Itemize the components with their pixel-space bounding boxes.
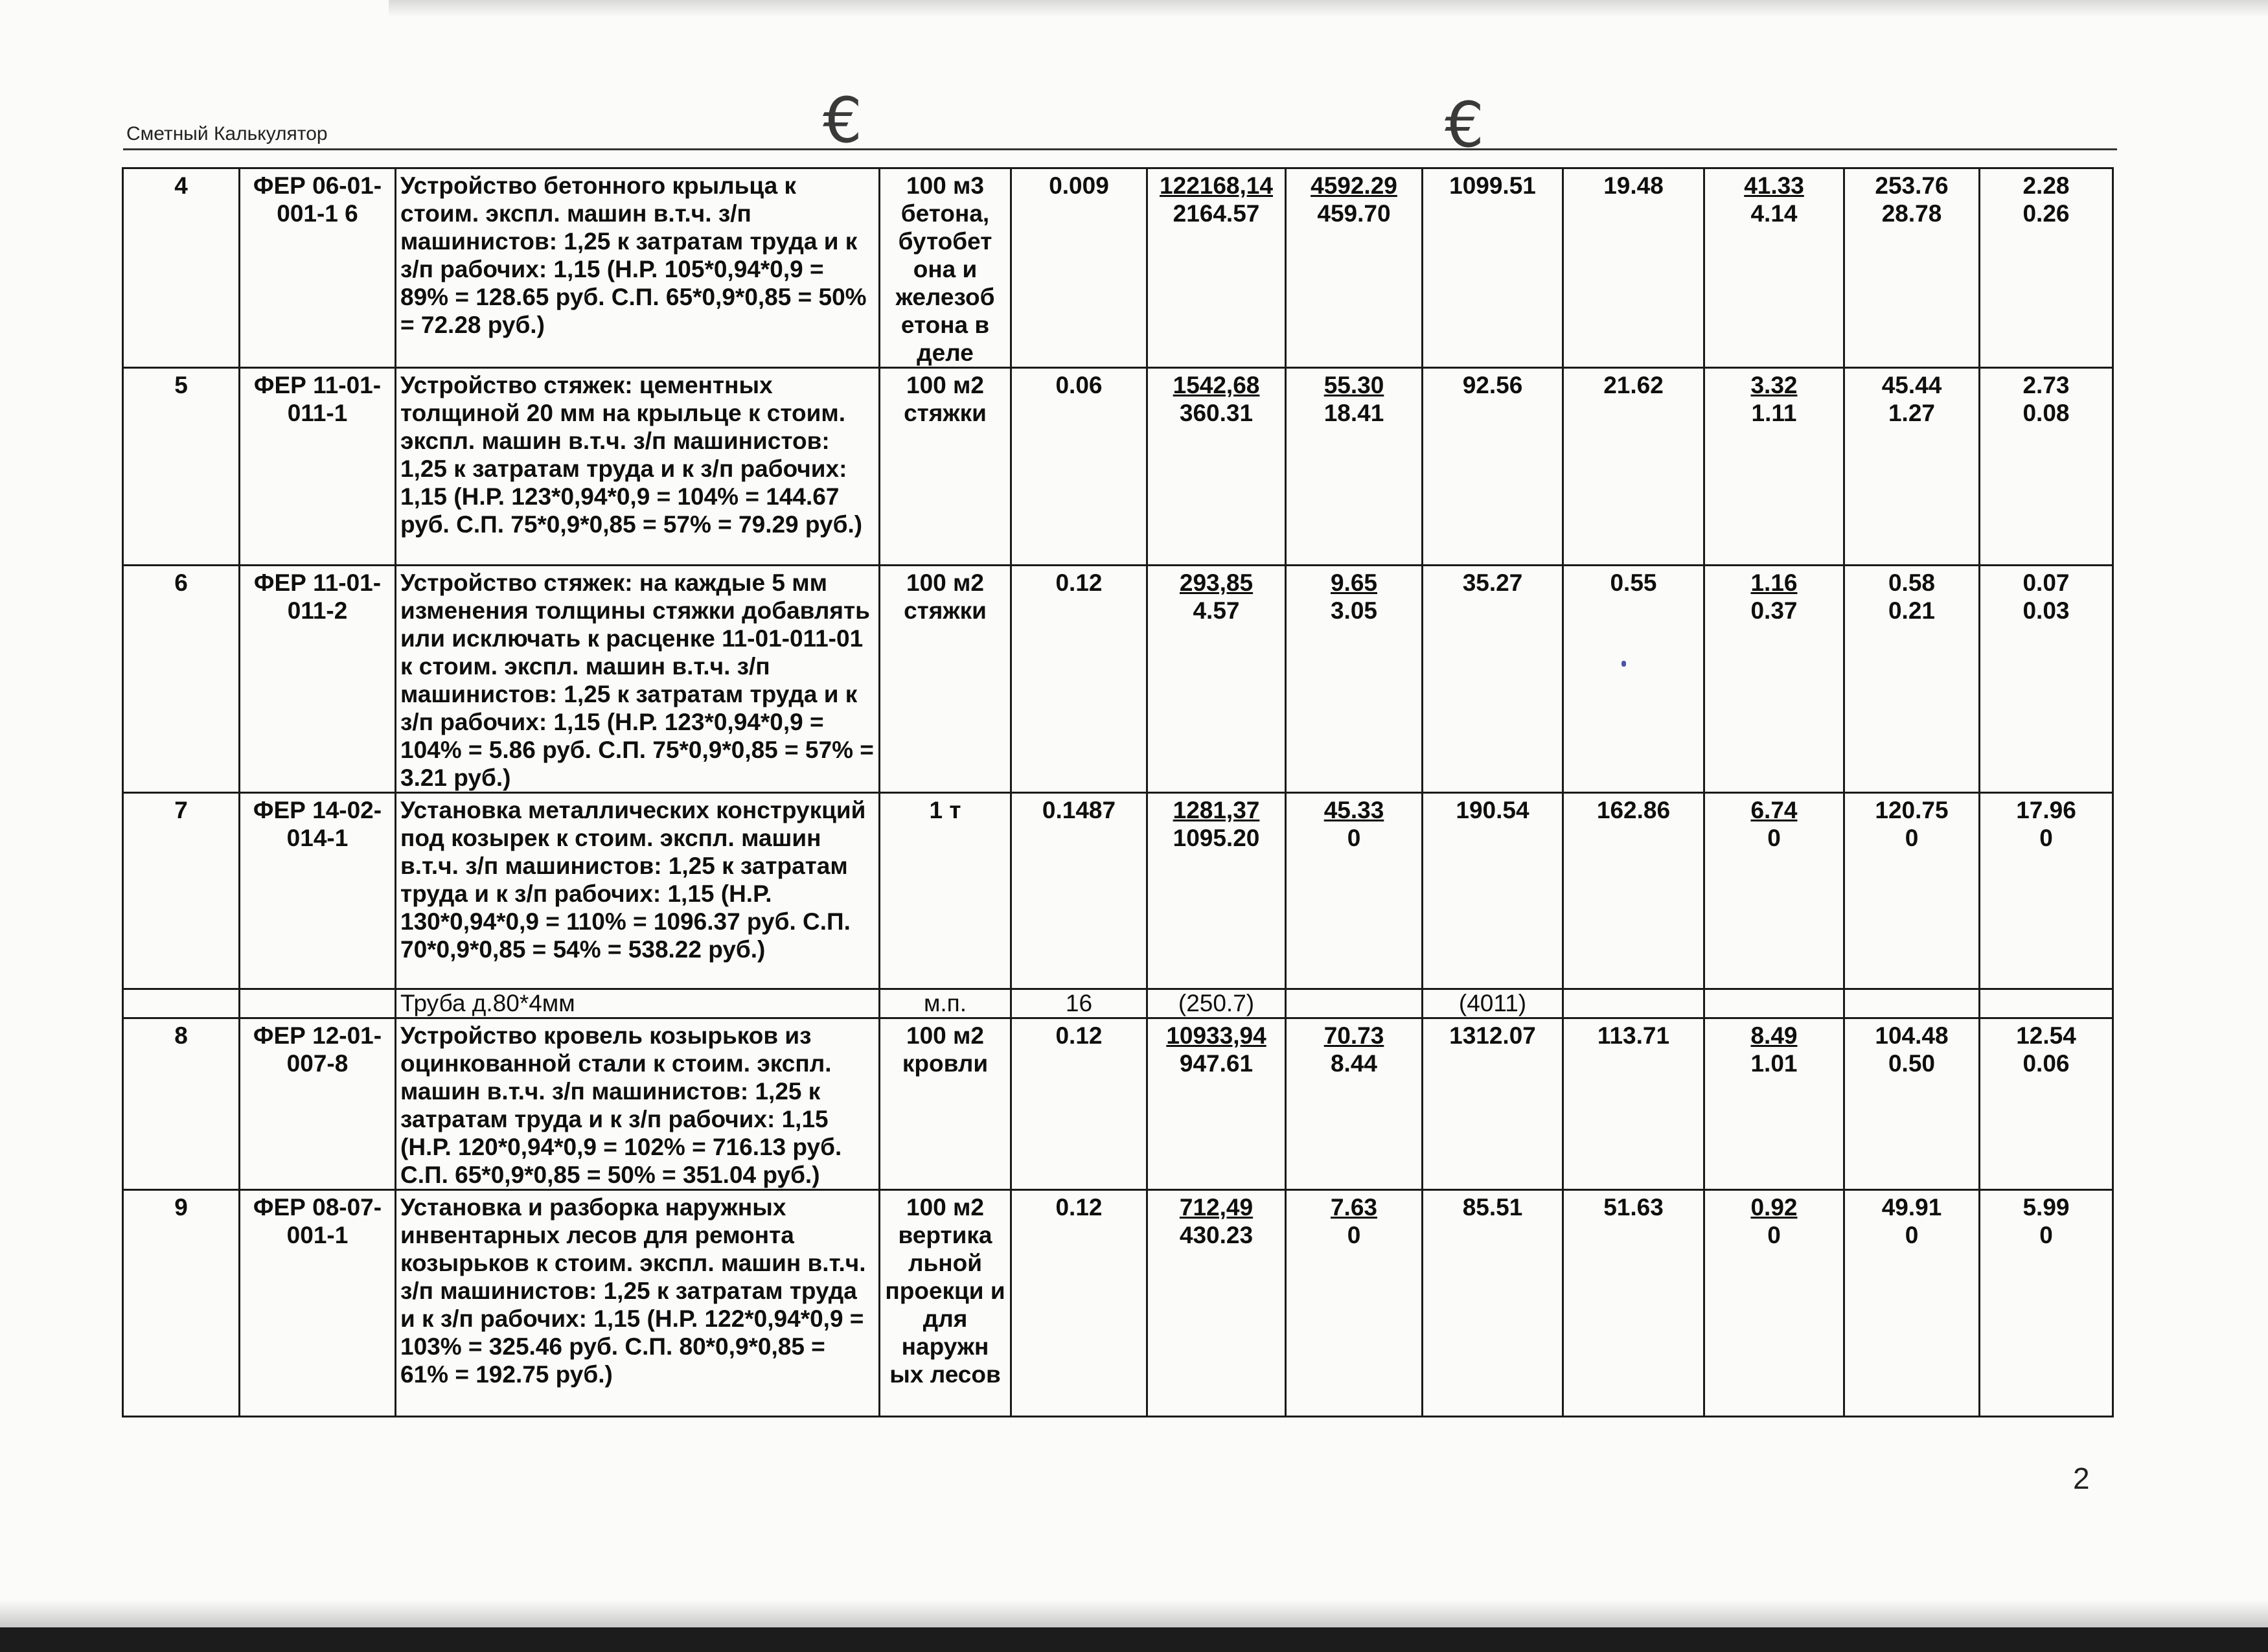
work-description: Устройство стяжек: цементных толщиной 20 мм на крыльце к стоим. экспл. машин в.т.ч. з/п машинистов: 1,25 к затратам труда и к з/п рабочих: 1,15 (Н.Р. 123*0,94*0,9 = 104% = 144.67 руб. С.П. 75*0,9*0,85 = 57% = 79.29 руб.) xyxy=(396,368,880,566)
e-logo-icon: € xyxy=(823,84,863,157)
quantity-cell: 0.12 xyxy=(1011,566,1147,793)
machine-price-wage: 18.41 xyxy=(1323,400,1384,426)
row-number: 8 xyxy=(123,1018,240,1190)
machine-price-cell xyxy=(1286,566,1423,793)
machine-price-cell xyxy=(1286,168,1423,368)
quantity-cell: 0.06 xyxy=(1011,368,1147,566)
profit-total: 12.54 xyxy=(2016,1022,2076,1049)
machine-cost-cell xyxy=(1704,1190,1844,1417)
profit-sub: 0.26 xyxy=(2022,200,2070,227)
machine-cost-cell xyxy=(1704,168,1844,368)
profit-total: 0.07 xyxy=(2022,569,2070,596)
unit-price-total: 1542,68 xyxy=(1173,372,1260,398)
unit-price-wage: 4.57 xyxy=(1193,597,1240,624)
estimate-table xyxy=(122,167,2114,1417)
machine-cost-wage: 4.14 xyxy=(1750,200,1798,227)
table-row xyxy=(123,168,2113,368)
machine-cost-wage: 0 xyxy=(1767,1222,1781,1248)
unit-price-wage: 1095.20 xyxy=(1173,825,1260,851)
machine-cost-total: 3.32 xyxy=(1750,372,1798,398)
overhead-cell xyxy=(1844,1190,1980,1417)
profit-total: 17.96 xyxy=(2016,797,2076,823)
total-cost-cell: 35.27 xyxy=(1423,566,1563,793)
material-machine-price xyxy=(1286,989,1423,1018)
profit-cell xyxy=(1980,1190,2113,1417)
work-description: Устройство кровель козырьков из оцинкованной стали к стоим. экспл. машин в.т.ч. з/п машинистов: 1,25 к затратам труда и к з/п рабочих: 1,15 (Н.Р. 120*0,94*0,9 = 102% = 716.13 руб. С.П. 65*0,9*0,85 = 50% = 351.04 руб.) xyxy=(396,1018,880,1190)
unit-price-cell xyxy=(1147,368,1286,566)
machine-price-total: 4592.29 xyxy=(1311,172,1397,199)
unit-price-cell xyxy=(1147,1190,1286,1417)
e-logo-icon: € xyxy=(1445,89,1485,161)
unit-cell: 100 м2 стяжки xyxy=(880,368,1011,566)
profit-sub: 0 xyxy=(2039,1222,2053,1248)
overhead-cell xyxy=(1844,793,1980,989)
unit-cell: 100 м2 вертика льной проекци и для наружн ых лесов xyxy=(880,1190,1011,1417)
profit-sub: 0 xyxy=(2039,825,2053,851)
total-cost-cell: 92.56 xyxy=(1423,368,1563,566)
machine-cost-total: 41.33 xyxy=(1744,172,1804,199)
wage-cost-cell: 21.62 xyxy=(1563,368,1704,566)
machine-cost-total: 1.16 xyxy=(1750,569,1798,596)
work-description: Установка металлических конструкций под козырек к стоим. экспл. машин в.т.ч. з/п машинистов: 1,25 к затратам труда и к з/п рабочих: 1,15 (Н.Р. 130*0,94*0,9 = 110% = 1096.37 руб. С.П. 70*0,9*0,85 = 54% = 538.22 руб.) xyxy=(396,793,880,989)
machine-price-wage: 3.05 xyxy=(1330,597,1377,624)
table-row xyxy=(123,1190,2113,1417)
row-number: 4 xyxy=(123,168,240,368)
machine-cost-wage: 0 xyxy=(1767,825,1781,851)
table-row xyxy=(123,1018,2113,1190)
machine-price-wage: 0 xyxy=(1347,1222,1361,1248)
scan-edge-bottom xyxy=(0,1627,2268,1652)
overhead-cell xyxy=(1844,168,1980,368)
material-row-number xyxy=(123,989,240,1018)
wage-cost-cell: 19.48 xyxy=(1563,168,1704,368)
quantity-cell: 0.1487 xyxy=(1011,793,1147,989)
rate-code: ФЕР 11-01-011-1 xyxy=(240,368,396,566)
profit-sub: 0.08 xyxy=(2022,400,2070,426)
overhead-total: 45.44 xyxy=(1881,372,1942,398)
overhead-cell xyxy=(1844,368,1980,566)
material-row xyxy=(123,989,2113,1018)
machine-cost-cell xyxy=(1704,1018,1844,1190)
row-number: 7 xyxy=(123,793,240,989)
table-row xyxy=(123,566,2113,793)
scan-edge-top xyxy=(389,0,2268,17)
machine-price-cell xyxy=(1286,1190,1423,1417)
machine-cost-wage: 1.01 xyxy=(1750,1050,1798,1077)
rate-code: ФЕР 14-02-014-1 xyxy=(240,793,396,989)
table-row xyxy=(123,793,2113,989)
machine-cost-cell xyxy=(1704,793,1844,989)
profit-cell xyxy=(1980,793,2113,989)
total-cost-cell: 1312.07 xyxy=(1423,1018,1563,1190)
unit-price-cell xyxy=(1147,793,1286,989)
material-cost: (4011) xyxy=(1423,989,1563,1018)
rate-code: ФЕР 06-01-001-1 6 xyxy=(240,168,396,368)
rate-code: ФЕР 12-01-007-8 xyxy=(240,1018,396,1190)
machine-price-total: 9.65 xyxy=(1330,569,1377,596)
rate-code: ФЕР 11-01-011-2 xyxy=(240,566,396,793)
unit-price-wage: 360.31 xyxy=(1179,400,1254,426)
unit-price-total: 1281,37 xyxy=(1173,797,1260,823)
total-cost-cell: 190.54 xyxy=(1423,793,1563,989)
unit-price-total: 10933,94 xyxy=(1166,1022,1266,1049)
overhead-sub: 0.50 xyxy=(1888,1050,1935,1077)
overhead-total: 253.76 xyxy=(1875,172,1949,199)
unit-price-total: 122168,14 xyxy=(1160,172,1273,199)
machine-cost-total: 0.92 xyxy=(1750,1194,1798,1221)
material-profit xyxy=(1980,989,2113,1018)
profit-cell xyxy=(1980,566,2113,793)
machine-price-cell xyxy=(1286,1018,1423,1190)
work-description: Устройство бетонного крыльца к стоим. экспл. машин в.т.ч. з/п машинистов: 1,25 к затратам труда и к з/п рабочих: 1,15 (Н.Р. 105*0,94*0,9 = 89% = 128.65 руб. С.П. 65*0,9*0,85 = 50% = 72.28 руб.) xyxy=(396,168,880,368)
machine-price-wage: 0 xyxy=(1347,825,1361,851)
scan-shadow xyxy=(0,1600,2268,1627)
profit-total: 2.28 xyxy=(2022,172,2070,199)
wage-cost-cell: 51.63 xyxy=(1563,1190,1704,1417)
quantity-cell: 0.009 xyxy=(1011,168,1147,368)
overhead-total: 49.91 xyxy=(1881,1194,1942,1221)
unit-price-wage: 947.61 xyxy=(1179,1050,1254,1077)
header-title: Сметный Калькулятор xyxy=(126,123,328,144)
total-cost-cell: 1099.51 xyxy=(1423,168,1563,368)
header-rule xyxy=(123,148,2117,150)
rate-code: ФЕР 08-07-001-1 xyxy=(240,1190,396,1417)
profit-total: 5.99 xyxy=(2022,1194,2070,1221)
material-quantity: 16 xyxy=(1011,989,1147,1018)
material-description: Труба д.80*4мм xyxy=(396,989,880,1018)
ink-dot-icon xyxy=(1621,661,1626,667)
profit-total: 2.73 xyxy=(2022,372,2070,398)
wage-cost-cell: 0.55 xyxy=(1563,566,1704,793)
machine-cost-wage: 1.11 xyxy=(1751,400,1797,426)
row-number: 6 xyxy=(123,566,240,793)
overhead-cell xyxy=(1844,566,1980,793)
unit-price-cell xyxy=(1147,566,1286,793)
unit-cell: 100 м3 бетона, бутобет она и железоб етона в деле xyxy=(880,168,1011,368)
work-description: Установка и разборка наружных инвентарных лесов для ремонта козырьков к стоим. экспл. машин в.т.ч. з/п машинистов: 1,25 к затратам труда и к з/п рабочих: 1,15 (Н.Р. 122*0,94*0,9 = 103% = 325.46 руб. С.П. 80*0,9*0,85 = 61% = 192.75 руб.) xyxy=(396,1190,880,1417)
unit-price-cell xyxy=(1147,1018,1286,1190)
overhead-sub: 0 xyxy=(1905,825,1919,851)
unit-price-total: 293,85 xyxy=(1179,569,1254,596)
machine-cost-total: 8.49 xyxy=(1750,1022,1798,1049)
machine-price-total: 7.63 xyxy=(1330,1194,1377,1221)
unit-cell: 100 м2 кровли xyxy=(880,1018,1011,1190)
table-row xyxy=(123,368,2113,566)
overhead-total: 104.48 xyxy=(1875,1022,1949,1049)
quantity-cell: 0.12 xyxy=(1011,1018,1147,1190)
overhead-total: 0.58 xyxy=(1888,569,1935,596)
overhead-sub: 1.27 xyxy=(1888,400,1935,426)
material-price: (250.7) xyxy=(1147,989,1286,1018)
row-number: 9 xyxy=(123,1190,240,1417)
machine-price-wage: 8.44 xyxy=(1330,1050,1377,1077)
material-overhead xyxy=(1844,989,1980,1018)
unit-price-total: 712,49 xyxy=(1179,1194,1254,1221)
profit-cell xyxy=(1980,368,2113,566)
machine-price-total: 45.33 xyxy=(1323,797,1384,823)
machine-cost-wage: 0.37 xyxy=(1750,597,1798,624)
profit-sub: 0.06 xyxy=(2022,1050,2070,1077)
overhead-total: 120.75 xyxy=(1875,797,1949,823)
machine-cost-total: 6.74 xyxy=(1750,797,1798,823)
unit-price-cell xyxy=(1147,168,1286,368)
row-number: 5 xyxy=(123,368,240,566)
unit-cell: 100 м2 стяжки xyxy=(880,566,1011,793)
unit-price-wage: 2164.57 xyxy=(1173,200,1260,227)
work-description: Устройство стяжек: на каждые 5 мм изменения толщины стяжки добавлять или исключать к расценке 11-01-011-01 к стоим. экспл. машин в.т.ч. з/п машинистов: 1,25 к затратам труда и к з/п рабочих: 1,15 (Н.Р. 123*0,94*0,9 = 104% = 5.86 руб. С.П. 75*0,9*0,85 = 57% = 3.21 руб.) xyxy=(396,566,880,793)
overhead-sub: 28.78 xyxy=(1881,200,1942,227)
machine-cost-cell xyxy=(1704,566,1844,793)
material-wage-cost xyxy=(1563,989,1704,1018)
profit-cell xyxy=(1980,1018,2113,1190)
machine-price-total: 70.73 xyxy=(1323,1022,1384,1049)
wage-cost-cell: 113.71 xyxy=(1563,1018,1704,1190)
machine-price-wage: 459.70 xyxy=(1317,200,1391,227)
unit-price-wage: 430.23 xyxy=(1179,1222,1254,1248)
wage-cost-cell: 162.86 xyxy=(1563,793,1704,989)
machine-price-cell xyxy=(1286,793,1423,989)
material-unit: м.п. xyxy=(880,989,1011,1018)
material-machine-cost xyxy=(1704,989,1844,1018)
page-number: 2 xyxy=(2073,1462,2090,1495)
material-rate-code xyxy=(240,989,396,1018)
total-cost-cell: 85.51 xyxy=(1423,1190,1563,1417)
overhead-sub: 0.21 xyxy=(1888,597,1935,624)
overhead-cell xyxy=(1844,1018,1980,1190)
overhead-sub: 0 xyxy=(1905,1222,1919,1248)
profit-sub: 0.03 xyxy=(2022,597,2070,624)
machine-cost-cell xyxy=(1704,368,1844,566)
unit-cell: 1 т xyxy=(880,793,1011,989)
quantity-cell: 0.12 xyxy=(1011,1190,1147,1417)
machine-price-total: 55.30 xyxy=(1323,372,1384,398)
machine-price-cell xyxy=(1286,368,1423,566)
profit-cell xyxy=(1980,168,2113,368)
